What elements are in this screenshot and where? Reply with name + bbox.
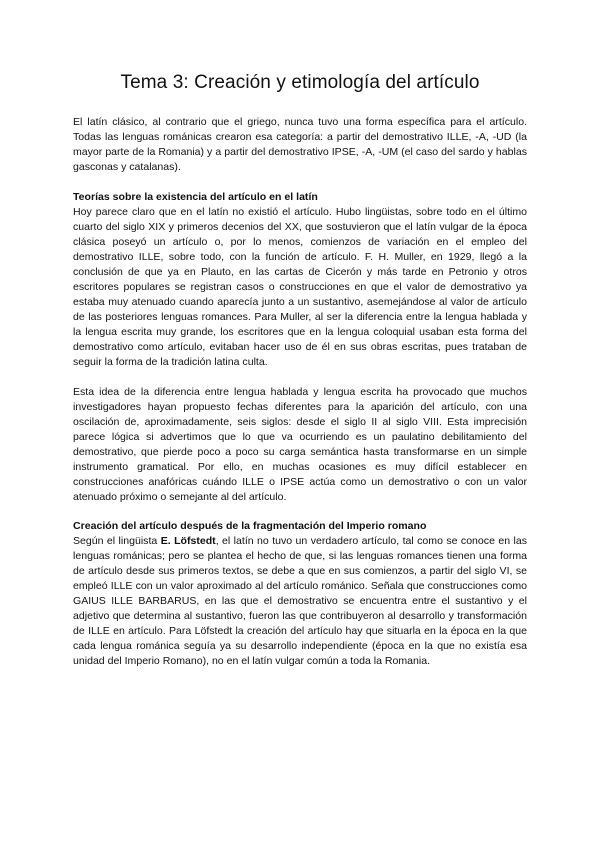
section-heading: Creación del artículo después de la fragmentación del Imperio romano — [73, 520, 427, 532]
section-theories — [73, 190, 527, 505]
document-title: Tema 3: Creación y etimología del artículo — [120, 72, 480, 93]
section-heading: Teorías sobre la existencia del artículo en el latín — [73, 191, 318, 203]
body-paragraph: Esta idea de la diferencia entre lengua hablada y lengua escrita ha provocado que muchos investigadores hayan propuesto fechas diferentes para la aparición del artículo, con una oscilación de, aproximadamente, seis siglos: desde el siglo II al siglo VIII. Esta imprecisión parece lógica si advertimos que lo que va ocurriendo es un paulatino debilitamiento del demostrativo, que pierde poco a poco su carga semántica hasta transformarse en un simple instrumento gramatical. Por ello, en muchas ocasiones es muy difícil establecer en construcciones anafóricas cuándo ILLE o IPSE actúa como un demostrativo o con un valor atenuado próximo o semejante al del artículo. — [73, 386, 527, 503]
intro-paragraph: El latín clásico, al contrario que el griego, nunca tuvo una forma específica para el artículo. Todas las lenguas románicas crearon esa categoría: a partir del demostrativo ILLE, -A, -UD (la mayor parte de la Romania) y a partir del demostrativo IPSE, -A, -UM (el caso del sardo y hablas gasconas y catalanas). — [73, 116, 527, 173]
author-name: E. Löfstedt — [160, 535, 216, 547]
body-paragraph: Hoy parece claro que en el latín no existió el artículo. Hubo lingüistas, sobre todo en el último cuarto del siglo XIX y primeros decenios del XX, que sostuvieron que el latín vulgar de la época clásica poseyó un artículo o, por lo menos, comienzos de variación en el empleo del demostrativo ILLE, sobre todo, con la función de artículo. F. H. Muller, en 1929, llegó a la conclusión de que ya en Plauto, en las cartas de Cicerón y más tarde en Petronio y otros escritores populares se registran casos o construcciones en que el valor de demostrativo ya estaba muy atenuado cuando aparecía junto a un sustantivo, asemejándose al valor de artículo de las posteriores lenguas romances. Para Muller, al ser la diferencia entre la lengua hablada y la lengua escrita muy grande, los escritores que en la lengua coloquial usaban esta forma del demostrativo como artículo, evitaban hacer uso de él en sus obras escritas, pues trataban de seguir la forma de la tradición latina culta. — [73, 206, 527, 368]
paragraph-lead: Según el lingüista — [73, 535, 161, 547]
paragraph-rest: , el latín no tuvo un verdadero artículo, tal como se conoce en las lenguas románicas; pero se plantea el hecho de que, si las lenguas romances tienen una forma de artículo desde sus primeros textos, se debe a que en sus comienzos, a partir del siglo VI, se empleó ILLE con un valor aproximado al del artículo románico. Señala que construcciones como GAIUS ILLE BARBARUS, en las que el demostrativo se encuentra entre el sustantivo y el adjetivo que determina al sustantivo, fueron las que contribuyeron al desarrollo y transformación de ILLE en artículo. Para Löfstedt la creación del artículo hay que situarla en la época en la que cada lengua románica seguía ya su desarrollo independiente (época en la que no existía esa unidad del Imperio Romano), no en el latín vulgar común a toda la Romania. — [73, 535, 527, 667]
section-creation — [73, 519, 527, 669]
body-paragraph — [73, 534, 527, 669]
